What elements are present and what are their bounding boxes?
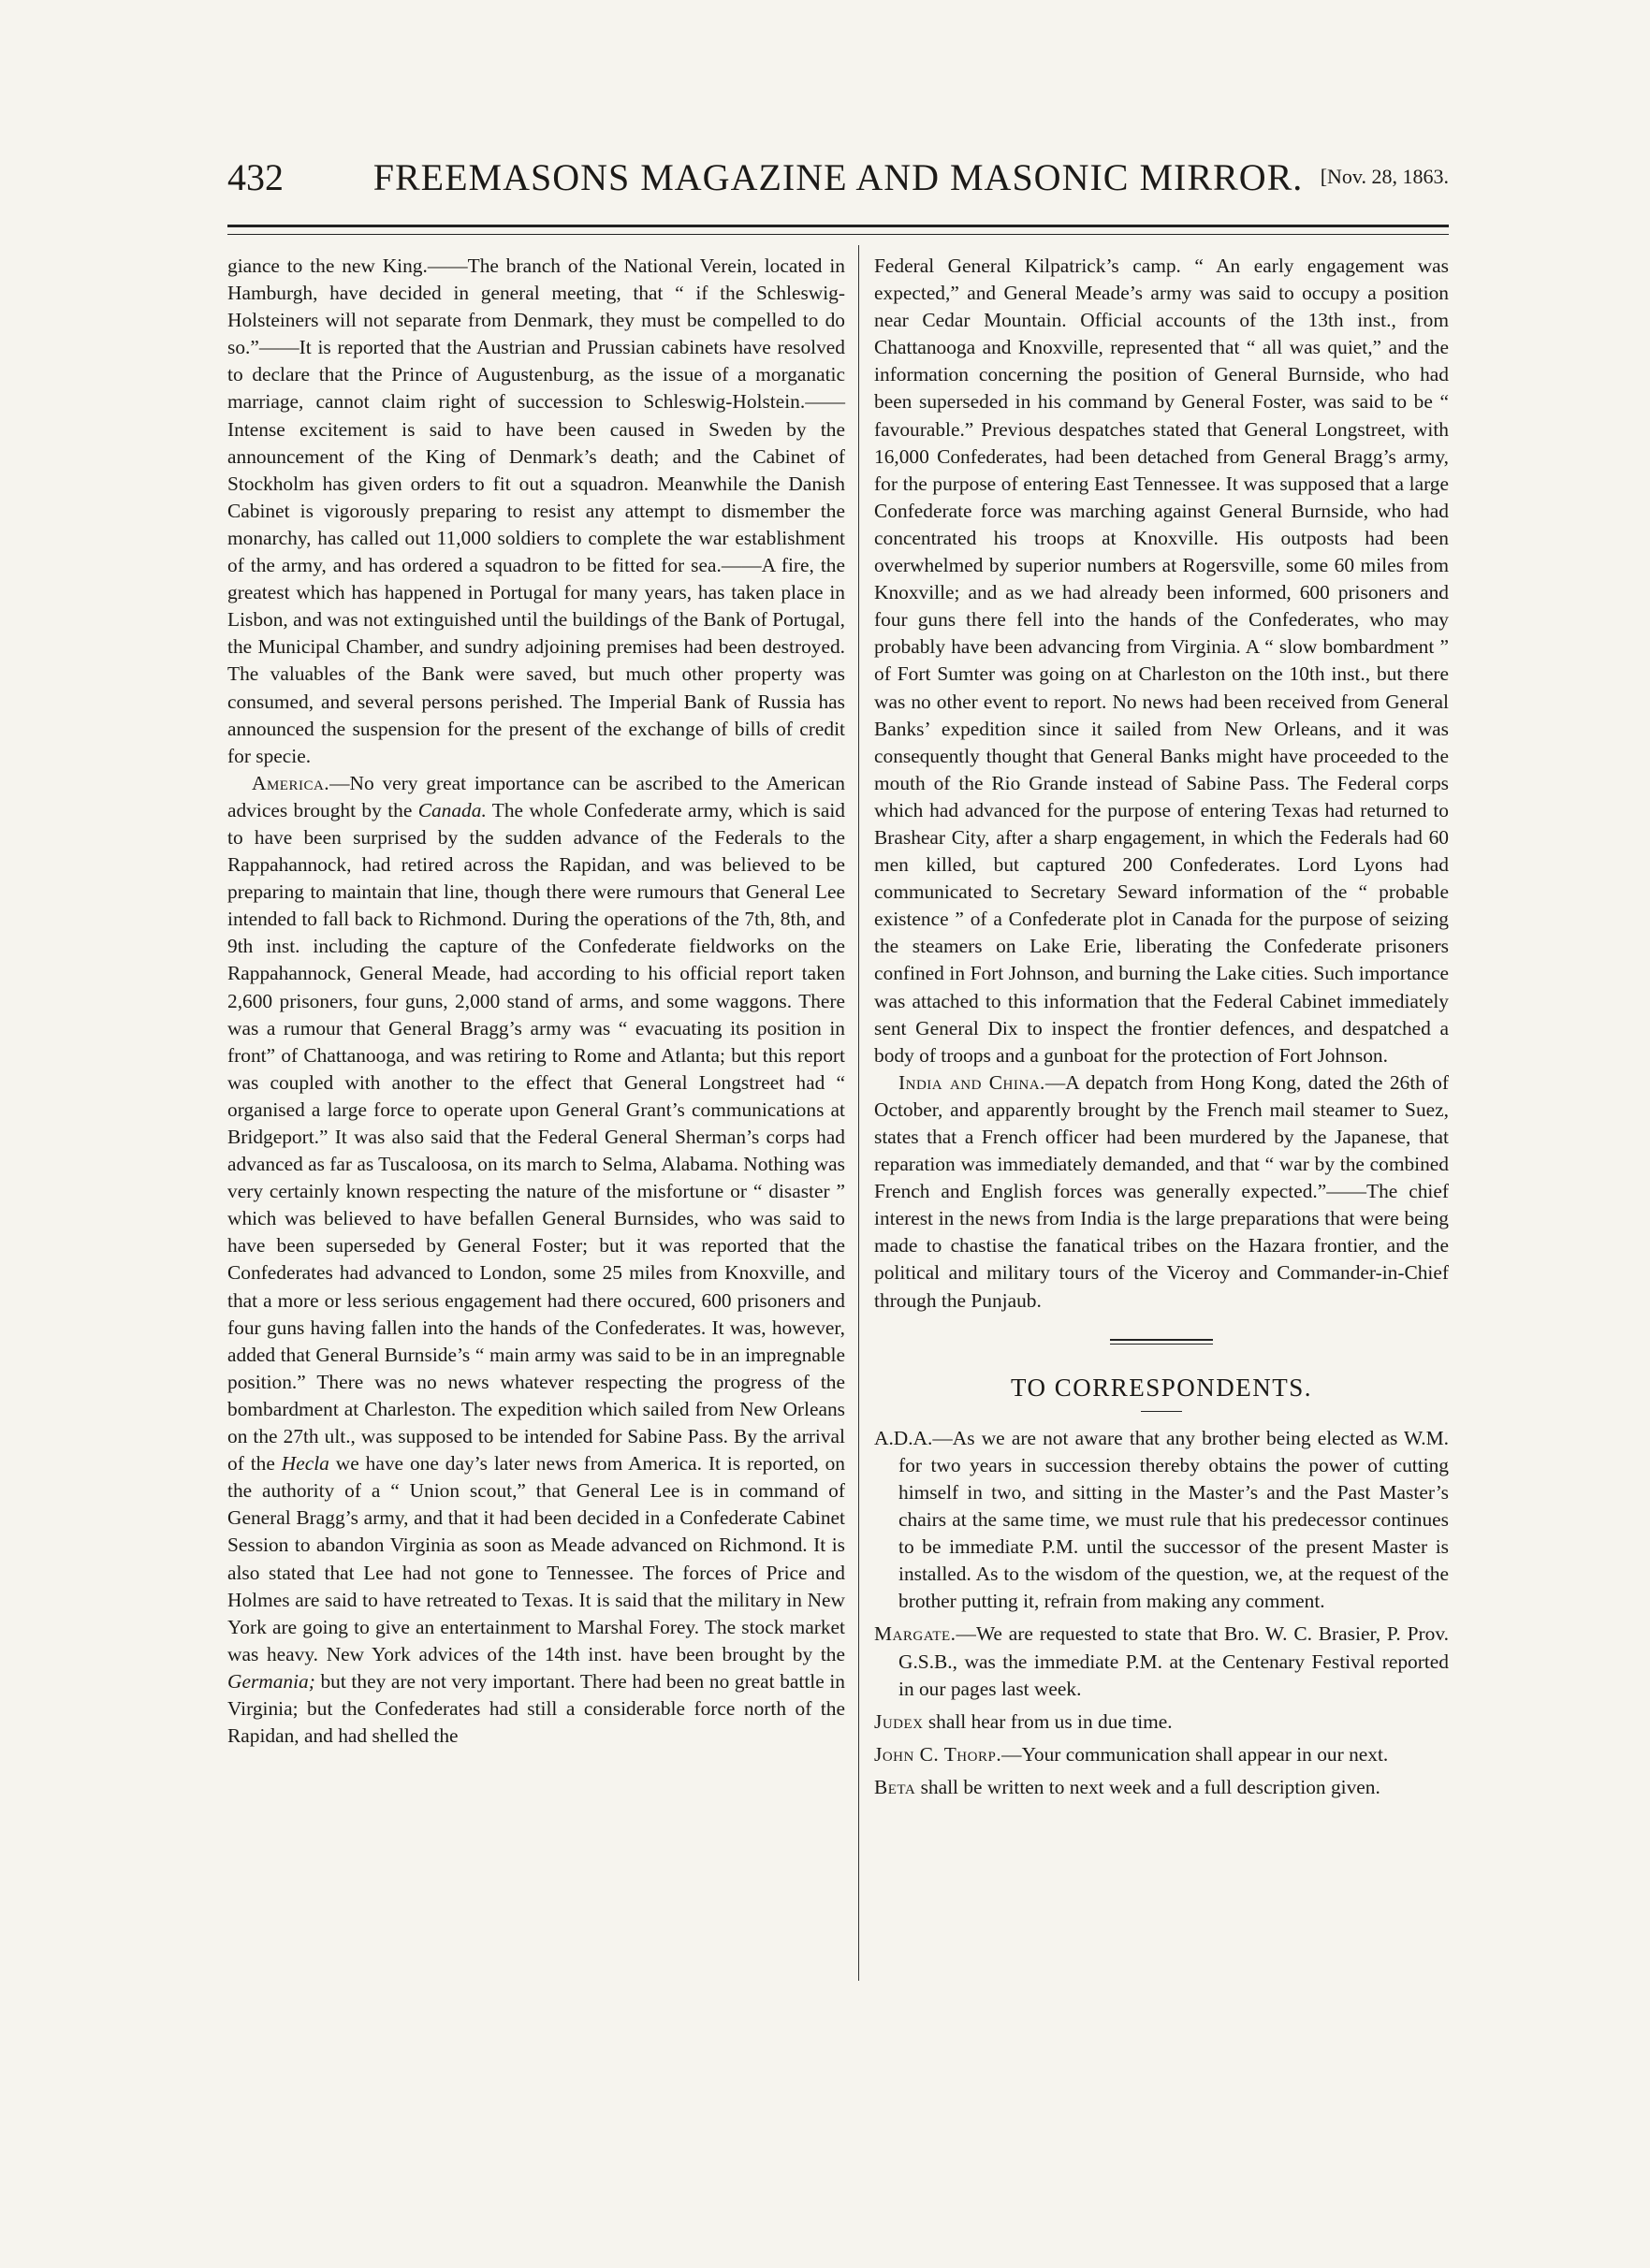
correspondent-reply-margate: —We are requested to state that Bro. W. C. Brasier, P. Prov. G.S.B., was the immediate P.M. at the Centenary Festival reported in our pages last week. (898, 1622, 1449, 1700)
header-rule-thick (227, 225, 1449, 227)
page-number: 432 (227, 156, 284, 198)
paragraph-continental-news: giance to the new King.——The branch of the National Verein, located in Hamburgh, have decided in general meeting, that “ if the Schleswig-Holsteiners will not separate from Denmark, they must be compelled to do so.”——It is reported that the Austrian and Prussian cabinets have resolved to declare that the Prince of Augustenburg, as the issue of a morganatic marriage, cannot claim right of succession to Schleswig-Holstein.—— Intense excitement is said to have been caused in Sweden by the announcement of the King of Denmark’s death; and the Cabinet of Stockholm has given orders to fit out a squadron. Meanwhile the Danish Cabinet is vigorously preparing to resist any attempt to dismember the monarchy, has called out 11,000 soldiers to complete the war establishment of the army, and has ordered a squadron to be fitted for sea.——A fire, the greatest which has happened in Portugal for many years, has taken place in Lisbon, and was not extinguished until the buildings of the Bank of Portugal, the Municipal Chamber, and sundry adjoining premises had been destroyed. The valuables of the Bank were saved, but much other property was consumed, and several persons perished. The Imperial Bank of Russia has announced the suspension for the present of the exchange of bills of credit for specie. (227, 254, 845, 767)
correspondent-name-thorp: John C. Thorp. (874, 1742, 1002, 1766)
paragraph-america (227, 770, 845, 1750)
correspondent-name-margate: Margate. (874, 1622, 956, 1646)
correspondent-note-margate (874, 1621, 1449, 1702)
section-lead-america: America. (252, 771, 330, 794)
correspondent-reply-ada: —As we are not aware that any brother being elected as W.M. for two years in succession thereby obtains the power of cutting himself in two, and sitting in the Master’s and the Past Master’s chairs at the same time, we must rule that his predecessor continues to be immediate P.M. until the successor of the present Master is installed. As to the wisdom of the question, we, at the request of the brother putting it, refrain from making any comment. (898, 1426, 1449, 1613)
ship-name-canada: Canada. (417, 798, 487, 821)
correspondent-name-beta: Beta (874, 1775, 916, 1798)
correspondent-reply-judex: shall hear from us in due time. (923, 1709, 1173, 1733)
header-rule-thin (227, 234, 1449, 235)
correspondent-name-judex: Judex (874, 1709, 924, 1733)
correspondent-note-judex (874, 1708, 1449, 1736)
india-china-text: —A depatch from Hong Kong, dated the 26th of October, and apparently brought by the French mail steamer to Suez, states that a French officer had been murdered by the Japanese, that reparation was immediately demanded, and that “ war by the combined French and English forces was generally expected.”——The chief interest in the news from India is the large preparations that were being made to chastise the fanatical tribes on the Hazara frontier, and the political and military tours of the Viceroy and Commander-in-Chief through the Punjaub. (874, 1070, 1450, 1312)
correspondents-heading: TO CORRESPONDENTS. (1010, 1373, 1313, 1402)
correspondent-name-ada: A.D.A. (874, 1426, 933, 1449)
page-header (227, 148, 1449, 204)
correspondent-reply-thorp: —Your communication shall appear in our next. (1001, 1742, 1389, 1766)
issue-date: [Nov. 28, 1863. (1320, 165, 1449, 188)
paragraph-america-continued: Federal General Kilpatrick’s camp. “ An early engagement was expected,” and General Meade’s army was said to occupy a position near Cedar Mountain. Official accounts of the 13th inst., from Chattanooga and Knoxville, represented that “ all was quiet,” and the information concerning the position of General Burnside, who had been superseded in his command by General Foster, was said to be “ favourable.” Previous despatches stated that General Longstreet, with 16,000 Confederates, had been detached from General Bragg’s army, for the purpose of entering East Tennessee. It was supposed that a large Confederate force was marching against General Burnside, who had concentrated his troops at Knoxville. His outposts had been overwhelmed by superior numbers at Rogersville, some 60 miles from Knoxville; and as we had already been informed, 600 prisoners and four guns there fell into the hands of the Confederates, who may probably have been advancing from Virginia. A “ slow bombardment ” of Fort Sumter was going on at Charleston on the 10th inst., but there was no other event to report. No news had been received from General Banks’ expedition since it sailed from New Orleans, and it was consequently thought that General Banks might have proceeded to the mouth of the Rio Grande instead of Sabine Pass. The Federal corps which had advanced for the purpose of entering Texas had returned to Brashear City, after a sharp engagement, in which the Federals had 60 men killed, but captured 200 Confederates. Lord Lyons had communicated to Secretary Seward information of the “ probable existence ” of a Confederate plot in Canada for the purpose of seizing the steamers on Lake Erie, liberating the Confederate prisoners confined in Fort Johnson, and burning the Lake cities. Such importance was attached to this information that the Federal Cabinet immediately sent General Dix to inspect the frontier defences, and despatched a body of troops and a gunboat for the protection of Fort Johnson. (874, 254, 1449, 1067)
america-text-c: we have one day’s later news from America. It is reported, on the authority of a “ Union scout,” that General Lee is in command of General Bragg’s army, and that it had been decided in a Confederate Cabinet Session to abandon Virginia as soon as Meade advanced on Richmond. It is also stated that Lee had not gone to Tennessee. The forces of Price and Holmes are said to have retreated to Texas. It is said that the military in New York are going to give an entertainment to Marshal Forey. The stock market was heavy. New York advices of the 14th inst. have been brought by the (227, 1452, 845, 1665)
america-text-b: The whole Confederate army, which is said to have been surprised by the sudden advance of the Federals to the Rappahannock, had retired across the Rapidan, and was believed to be preparing to maintain that line, though there were rumours that General Lee intended to fall back to Richmond. During the operations of the 7th, 8th, and 9th inst. including the capture of the Confederate fieldworks on the Rappahannock, General Meade, had according to his official report taken 2,600 prisoners, four guns, 2,000 stand of arms, and some waggons. There was a rumour that General Bragg’s army was “ evacuating its position in front” of Chattanooga, and was retiring to Rome and Atlanta; but this report was coupled with another to the effect that General Longstreet had “ organised a large force to operate upon General Grant’s communications at Bridgeport.” It was also said that the Federal General Sherman’s corps had advanced as far as Tuscaloosa, on its march to Selma, Alabama. Nothing was very certainly known respecting the nature of the misfortune or “ disaster ” which was believed to have befallen General Burnsides, who was said to have been superseded by General Foster; but it was reported that the Confederates had advanced to London, some 25 miles from Knoxville, and that a more or less serious engagement had there occured, 600 prisoners and four guns having fallen into the hands of the Confederates. It was, however, added that General Burnside’s “ main army was said to be in an impregnable position.” There was no news whatever respecting the progress of the bombardment at Charleston. The expedition which sailed from New Orleans on the 27th ult., was supposed to be intended for Sabine Pass. By the arrival of the (227, 798, 845, 1476)
heading-rule (1141, 1411, 1182, 1412)
ship-name-germania: Germania; (227, 1669, 315, 1693)
left-column (227, 253, 845, 1750)
right-column (874, 253, 1449, 1807)
column-divider (858, 245, 859, 1981)
america-text-a: —No very great importance can be ascribed to the American advices brought by the (227, 771, 845, 821)
correspondent-note-beta (874, 1774, 1449, 1801)
ship-name-hecla: Hecla (281, 1452, 329, 1476)
paragraph-india-china (874, 1069, 1449, 1315)
section-lead-india-china: India and China. (898, 1070, 1045, 1094)
america-text-d: but they are not very important. There had been no great battle in Virginia; but the Confederates had still a considerable force north of the Rapidan, and had shelled the (227, 1669, 845, 1748)
correspondent-note-thorp (874, 1741, 1449, 1768)
masthead-title: FREEMASONS MAGAZINE AND MASONIC MIRROR. (372, 156, 1304, 198)
correspondent-reply-beta: shall be written to next week and a full description given. (915, 1775, 1380, 1798)
section-end-rule (1110, 1339, 1213, 1341)
correspondent-note-ada (874, 1425, 1449, 1616)
section-end-rule-thin (1110, 1344, 1213, 1345)
